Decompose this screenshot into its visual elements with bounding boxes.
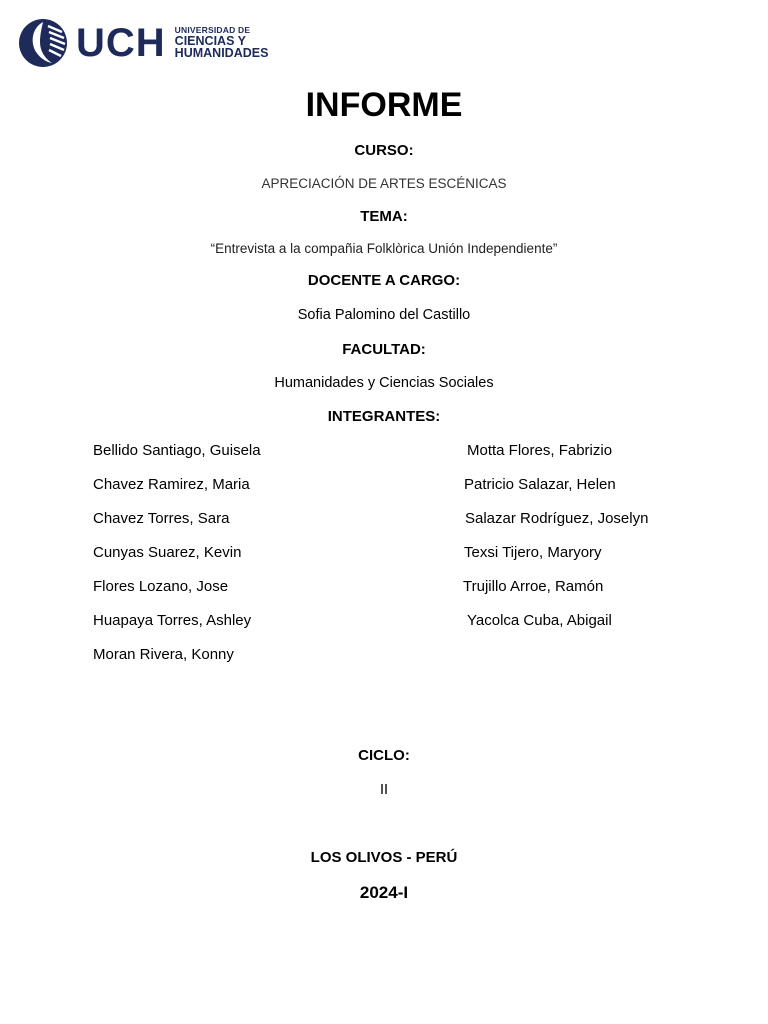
docente-value: Sofia Palomino del Castillo [297, 307, 471, 323]
member-name: Bellido Santiago, Guisela [93, 442, 261, 459]
members-right-column [463, 441, 648, 645]
member-name: Moran Rivera, Konny [93, 646, 234, 663]
logo-line-2: CIENCIAS Y [174, 33, 246, 48]
logo-line-1: UNIVERSIDAD DE [174, 24, 251, 35]
member-name: Chavez Ramirez, Maria [93, 476, 250, 493]
integrantes-label: INTEGRANTES: [327, 408, 441, 425]
curso-value: APRECIACIÓN DE ARTES ESCÉNICAS [261, 176, 507, 191]
uch-emblem-icon [18, 18, 68, 68]
facultad-value: Humanidades y Ciencias Sociales [274, 375, 494, 391]
member-name: Patricio Salazar, Helen [464, 476, 616, 493]
academic-period: 2024-I [359, 883, 409, 902]
logo-acronym: UCH [76, 21, 166, 65]
members-left-column [93, 441, 261, 679]
ciclo-value: II [379, 782, 389, 798]
tema-label: TEMA: [360, 208, 408, 225]
location-text: LOS OLIVOS - PERÚ [310, 849, 458, 866]
member-name: Yacolca Cuba, Abigail [467, 612, 612, 629]
member-name: Chavez Torres, Sara [93, 510, 230, 527]
ciclo-label: CICLO: [358, 747, 410, 764]
logo-university-name [175, 26, 269, 60]
docente-label: DOCENTE A CARGO: [307, 272, 461, 289]
document-title: INFORME [305, 86, 463, 124]
curso-label: CURSO: [354, 142, 414, 159]
member-name: Huapaya Torres, Ashley [93, 612, 252, 629]
member-name: Motta Flores, Fabrizio [467, 442, 613, 459]
member-name: Flores Lozano, Jose [93, 578, 229, 595]
logo-line-3: HUMANIDADES [174, 46, 269, 61]
member-name: Texsi Tijero, Maryory [464, 544, 602, 561]
member-name: Cunyas Suarez, Kevin [93, 544, 242, 561]
university-logo [18, 18, 268, 68]
facultad-label: FACULTAD: [342, 341, 426, 358]
member-name: Salazar Rodríguez, Joselyn [465, 510, 649, 527]
member-name: Trujillo Arroe, Ramón [463, 578, 604, 595]
tema-value: “Entrevista a la compañia Folklòrica Unión Independiente” [210, 241, 558, 256]
